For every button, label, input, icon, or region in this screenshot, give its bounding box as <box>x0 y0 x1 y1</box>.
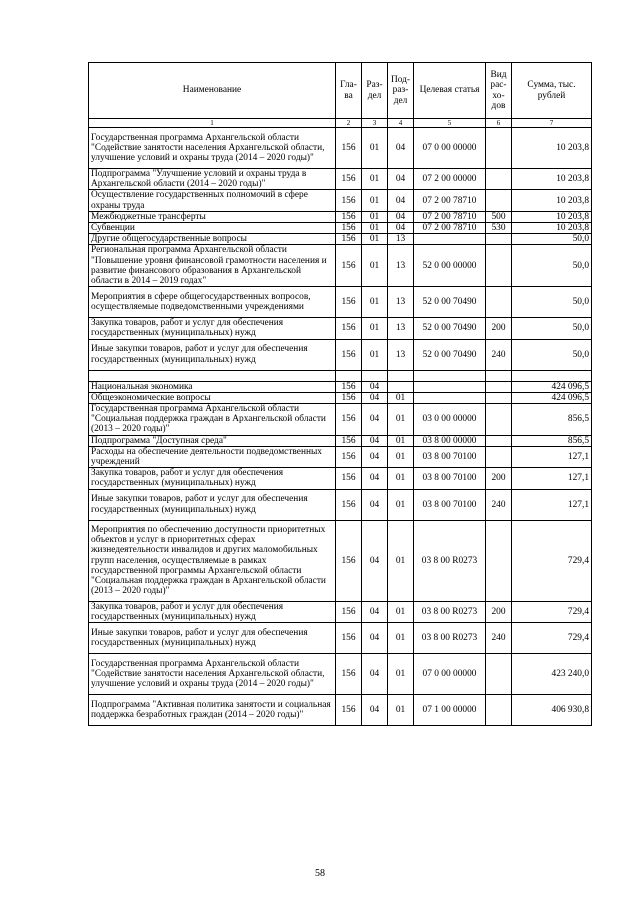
cell-name: Осуществление государственных полномочий в сфере охраны труда <box>89 190 336 211</box>
cell-name: Закупка товаров, работ и услуг для обеспечения государственных (муниципальных) нужд <box>89 318 336 339</box>
cell-target: 52 0 00 70490 <box>414 318 486 339</box>
cell-glava: 156 <box>336 234 362 245</box>
table-row <box>89 404 592 436</box>
cell-razdel: 01 <box>362 234 388 245</box>
cell-glava: 156 <box>336 287 362 318</box>
cell-razdel: 04 <box>362 654 388 695</box>
cell-razdel: 04 <box>362 392 388 403</box>
cell-vid: 530 <box>486 223 512 234</box>
cell-sum: 423 240,0 <box>512 654 592 695</box>
cell-podrazdel: 04 <box>388 223 414 234</box>
cell-razdel: 04 <box>362 404 388 436</box>
table-row <box>89 654 592 695</box>
cell-vid <box>486 381 512 392</box>
cell-razdel: 01 <box>362 211 388 222</box>
page-number: 58 <box>315 868 325 879</box>
table-row <box>89 695 592 726</box>
cell-glava <box>336 370 362 381</box>
cell-vid <box>486 287 512 318</box>
table-row <box>89 468 592 489</box>
cell-podrazdel: 01 <box>388 446 414 467</box>
cell-podrazdel: 01 <box>388 435 414 446</box>
cell-target: 03 8 00 70100 <box>414 446 486 467</box>
cell-name: Подпрограмма "Доступная среда" <box>89 435 336 446</box>
column-number-row <box>89 119 592 128</box>
table-row <box>89 381 592 392</box>
cell-sum: 10 203,8 <box>512 128 592 169</box>
table-row <box>89 370 592 381</box>
cell-glava: 156 <box>336 318 362 339</box>
cell-target <box>414 234 486 245</box>
cell-target: 03 8 00 R0273 <box>414 623 486 654</box>
cell-razdel: 04 <box>362 468 388 489</box>
cell-target: 03 8 00 70100 <box>414 468 486 489</box>
cell-vid <box>486 654 512 695</box>
cell-target: 07 0 00 00000 <box>414 128 486 169</box>
cell-razdel: 01 <box>362 128 388 169</box>
cell-glava: 156 <box>336 654 362 695</box>
cell-podrazdel: 01 <box>388 654 414 695</box>
table-row <box>89 339 592 370</box>
cell-target: 03 8 00 R0273 <box>414 601 486 622</box>
table-row <box>89 623 592 654</box>
cell-name: Иные закупки товаров, работ и услуг для обеспечения государственных (муниципальных) нужд <box>89 623 336 654</box>
cell-glava: 156 <box>336 446 362 467</box>
header-name: Наименование <box>89 63 336 119</box>
cell-glava: 156 <box>336 623 362 654</box>
column-number: 1 <box>89 119 336 128</box>
cell-target: 07 0 00 00000 <box>414 654 486 695</box>
cell-vid <box>486 169 512 190</box>
cell-vid <box>486 128 512 169</box>
cell-sum: 729,4 <box>512 601 592 622</box>
cell-vid <box>486 245 512 287</box>
cell-name: Государственная программа Архангельской области "Социальная поддержка граждан в Архангельской области (2013 – 2020 годы)" <box>89 404 336 436</box>
cell-vid: 200 <box>486 468 512 489</box>
cell-vid <box>486 190 512 211</box>
table-row <box>89 128 592 169</box>
cell-target: 03 8 00 00000 <box>414 435 486 446</box>
cell-target: 07 2 00 00000 <box>414 169 486 190</box>
table-row <box>89 287 592 318</box>
cell-glava: 156 <box>336 211 362 222</box>
cell-name: Государственная программа Архангельской области "Содействие занятости населения Архангельской области, улучшение условий и охраны труда (2014 – 2020 годы)" <box>89 654 336 695</box>
cell-vid: 200 <box>486 318 512 339</box>
cell-sum: 729,4 <box>512 623 592 654</box>
cell-sum: 729,4 <box>512 520 592 601</box>
cell-target: 03 8 00 R0273 <box>414 520 486 601</box>
cell-glava: 156 <box>336 435 362 446</box>
cell-glava: 156 <box>336 695 362 726</box>
cell-vid <box>486 234 512 245</box>
table-row <box>89 318 592 339</box>
cell-target: 52 0 00 00000 <box>414 245 486 287</box>
table-body <box>89 128 592 726</box>
cell-target: 07 2 00 78710 <box>414 223 486 234</box>
table-row <box>89 169 592 190</box>
cell-sum: 50,0 <box>512 234 592 245</box>
cell-name: Подпрограмма "Улучшение условий и охраны труда в Архангельской области (2014 – 2020 годы)" <box>89 169 336 190</box>
cell-podrazdel: 13 <box>388 234 414 245</box>
cell-vid: 500 <box>486 211 512 222</box>
cell-podrazdel <box>388 370 414 381</box>
cell-razdel: 04 <box>362 381 388 392</box>
cell-sum: 406 930,8 <box>512 695 592 726</box>
table-row <box>89 489 592 520</box>
cell-sum: 50,0 <box>512 287 592 318</box>
cell-sum: 856,5 <box>512 404 592 436</box>
cell-vid: 240 <box>486 489 512 520</box>
header-podrazdel: Под-раз-дел <box>388 63 414 119</box>
column-number: 5 <box>414 119 486 128</box>
cell-razdel: 01 <box>362 245 388 287</box>
cell-vid: 240 <box>486 623 512 654</box>
cell-target: 03 8 00 70100 <box>414 489 486 520</box>
cell-podrazdel: 01 <box>388 601 414 622</box>
cell-vid <box>486 404 512 436</box>
cell-podrazdel: 13 <box>388 339 414 370</box>
cell-sum: 10 203,8 <box>512 211 592 222</box>
table-row <box>89 245 592 287</box>
cell-razdel: 01 <box>362 169 388 190</box>
cell-vid <box>486 695 512 726</box>
header-target: Целевая статья <box>414 63 486 119</box>
column-number: 2 <box>336 119 362 128</box>
cell-sum: 10 203,8 <box>512 169 592 190</box>
cell-target: 52 0 00 70490 <box>414 339 486 370</box>
cell-razdel: 04 <box>362 489 388 520</box>
cell-vid <box>486 392 512 403</box>
cell-target: 07 2 00 78710 <box>414 190 486 211</box>
table-row <box>89 211 592 222</box>
cell-podrazdel <box>388 381 414 392</box>
cell-podrazdel: 04 <box>388 169 414 190</box>
cell-vid <box>486 446 512 467</box>
cell-name: Закупка товаров, работ и услуг для обеспечения государственных (муниципальных) нужд <box>89 601 336 622</box>
column-number: 4 <box>388 119 414 128</box>
cell-target: 52 0 00 70490 <box>414 287 486 318</box>
cell-sum: 10 203,8 <box>512 223 592 234</box>
cell-sum: 127,1 <box>512 468 592 489</box>
cell-razdel: 04 <box>362 623 388 654</box>
cell-name: Государственная программа Архангельской области "Содействие занятости населения Архангельской области, улучшение условий и охраны труда (2014 – 2020 годы)" <box>89 128 336 169</box>
cell-glava: 156 <box>336 169 362 190</box>
table-row <box>89 446 592 467</box>
cell-podrazdel: 01 <box>388 404 414 436</box>
budget-table <box>88 62 592 726</box>
cell-vid: 200 <box>486 601 512 622</box>
cell-sum: 50,0 <box>512 245 592 287</box>
cell-glava: 156 <box>336 190 362 211</box>
column-number: 3 <box>362 119 388 128</box>
cell-glava: 156 <box>336 520 362 601</box>
cell-vid <box>486 370 512 381</box>
cell-podrazdel: 13 <box>388 287 414 318</box>
cell-razdel: 04 <box>362 435 388 446</box>
cell-name: Иные закупки товаров, работ и услуг для обеспечения государственных (муниципальных) нужд <box>89 339 336 370</box>
cell-name: Региональная программа Архангельской области "Повышение уровня финансовой грамотности населения и развитие финансового образования в Архангельской области в 2014 – 2019 годах" <box>89 245 336 287</box>
cell-glava: 156 <box>336 245 362 287</box>
cell-podrazdel: 13 <box>388 318 414 339</box>
cell-podrazdel: 04 <box>388 211 414 222</box>
cell-name: Национальная экономика <box>89 381 336 392</box>
cell-podrazdel: 01 <box>388 392 414 403</box>
cell-podrazdel: 01 <box>388 520 414 601</box>
cell-razdel: 04 <box>362 601 388 622</box>
cell-sum <box>512 370 592 381</box>
cell-glava: 156 <box>336 468 362 489</box>
cell-podrazdel: 04 <box>388 128 414 169</box>
cell-sum: 127,1 <box>512 489 592 520</box>
cell-sum: 424 096,5 <box>512 392 592 403</box>
cell-razdel: 01 <box>362 287 388 318</box>
cell-name <box>89 370 336 381</box>
cell-target <box>414 370 486 381</box>
cell-target: 07 2 00 78710 <box>414 211 486 222</box>
cell-sum: 50,0 <box>512 318 592 339</box>
header-vid: Вид рас-хо-дов <box>486 63 512 119</box>
cell-vid <box>486 435 512 446</box>
header-sum: Сумма, тыс. рублей <box>512 63 592 119</box>
cell-name: Расходы на обеспечение деятельности подведомственных учреждений <box>89 446 336 467</box>
cell-target: 03 0 00 00000 <box>414 404 486 436</box>
cell-razdel: 01 <box>362 318 388 339</box>
header-glava: Гла-ва <box>336 63 362 119</box>
cell-name: Мероприятия в сфере общегосударственных вопросов, осуществляемые подведомственными учреждениями <box>89 287 336 318</box>
cell-razdel: 01 <box>362 339 388 370</box>
cell-name: Межбюджетные трансферты <box>89 211 336 222</box>
cell-glava: 156 <box>336 223 362 234</box>
cell-razdel <box>362 370 388 381</box>
cell-sum: 50,0 <box>512 339 592 370</box>
cell-vid <box>486 520 512 601</box>
cell-name: Субвенции <box>89 223 336 234</box>
cell-razdel: 04 <box>362 446 388 467</box>
cell-target: 07 1 00 00000 <box>414 695 486 726</box>
column-number: 6 <box>486 119 512 128</box>
cell-sum: 127,1 <box>512 446 592 467</box>
cell-sum: 856,5 <box>512 435 592 446</box>
cell-name: Иные закупки товаров, работ и услуг для обеспечения государственных (муниципальных) нужд <box>89 489 336 520</box>
cell-glava: 156 <box>336 404 362 436</box>
cell-glava: 156 <box>336 601 362 622</box>
cell-glava: 156 <box>336 339 362 370</box>
cell-razdel: 04 <box>362 695 388 726</box>
table-row <box>89 190 592 211</box>
cell-name: Другие общегосударственные вопросы <box>89 234 336 245</box>
cell-name: Подпрограмма "Активная политика занятости и социальная поддержка безработных граждан (2014 – 2020 годы)" <box>89 695 336 726</box>
table-row <box>89 234 592 245</box>
cell-glava: 156 <box>336 381 362 392</box>
cell-razdel: 04 <box>362 520 388 601</box>
cell-name: Закупка товаров, работ и услуг для обеспечения государственных (муниципальных) нужд <box>89 468 336 489</box>
cell-podrazdel: 04 <box>388 190 414 211</box>
cell-razdel: 01 <box>362 223 388 234</box>
cell-sum: 424 096,5 <box>512 381 592 392</box>
cell-name: Мероприятия по обеспечению доступности приоритетных объектов и услуг в приоритетных сферах жизнедеятельности инвалидов и других маломобильных групп населения, осуществляемые в рамках государственной программы Архангельской области "Социальная поддержка граждан в Архангельской области (2013 – 2020 годы)" <box>89 520 336 601</box>
cell-glava: 156 <box>336 128 362 169</box>
table-row <box>89 520 592 601</box>
table-row <box>89 392 592 403</box>
cell-podrazdel: 13 <box>388 245 414 287</box>
cell-podrazdel: 01 <box>388 489 414 520</box>
column-number: 7 <box>512 119 592 128</box>
cell-name: Общеэкономические вопросы <box>89 392 336 403</box>
cell-target <box>414 381 486 392</box>
table-row <box>89 223 592 234</box>
cell-target <box>414 392 486 403</box>
cell-sum: 10 203,8 <box>512 190 592 211</box>
cell-podrazdel: 01 <box>388 695 414 726</box>
table-header-row <box>89 63 592 119</box>
header-razdel: Раз-дел <box>362 63 388 119</box>
cell-podrazdel: 01 <box>388 468 414 489</box>
cell-glava: 156 <box>336 489 362 520</box>
cell-razdel: 01 <box>362 190 388 211</box>
table-row <box>89 601 592 622</box>
cell-glava: 156 <box>336 392 362 403</box>
cell-podrazdel: 01 <box>388 623 414 654</box>
cell-vid: 240 <box>486 339 512 370</box>
table-row <box>89 435 592 446</box>
